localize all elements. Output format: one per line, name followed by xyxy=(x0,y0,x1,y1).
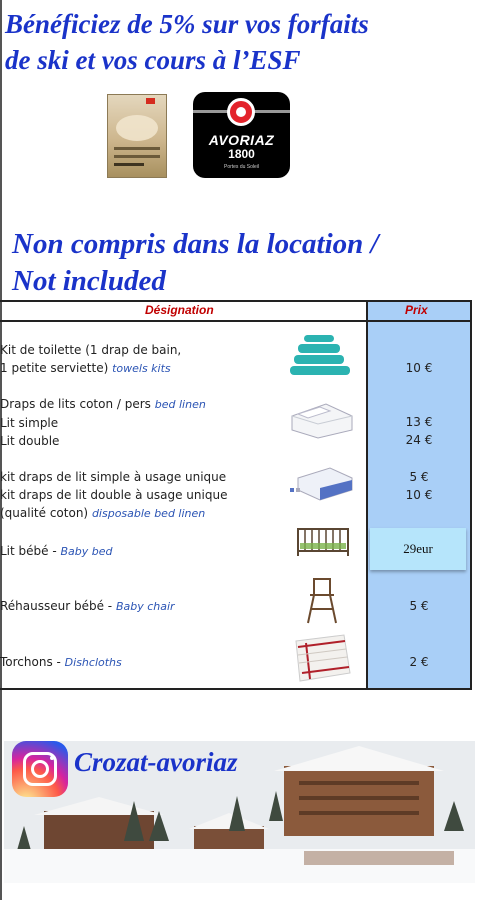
row-disposable-price-single: 5 € xyxy=(409,470,429,484)
towels-icon xyxy=(290,333,350,377)
dishcloth-icon xyxy=(292,633,352,683)
promo-headline xyxy=(5,6,475,78)
esf-brochure-image xyxy=(107,94,167,178)
row-towels-label: Kit de toilette (1 drap de bain, 1 petite serviette) towels kits xyxy=(0,343,182,375)
promo-headline-line1: Bénéficiez de 5% sur vos forfaits xyxy=(5,9,369,39)
header-price: Prix xyxy=(405,303,428,317)
row-baby-bed-price: 29eur xyxy=(370,528,466,570)
not-included-heading xyxy=(12,226,482,300)
bed-sheet-icon xyxy=(290,400,354,440)
row-bed-linen-price-double: 24 € xyxy=(405,433,433,447)
avoriaz-emblem-icon xyxy=(227,98,255,126)
avoriaz-logo xyxy=(193,92,290,178)
row-bed-linen-label: Draps de lits coton / pers bed linen Lit simple Lit double xyxy=(0,397,206,448)
row-disposable-linen-label: kit draps de lit simple à usage unique kit draps de lit double à usage unique (qualité coton) disposable bed linen xyxy=(0,470,228,520)
instagram-icon[interactable] xyxy=(12,741,68,797)
disposable-sheet-icon xyxy=(290,466,354,502)
high-chair-icon xyxy=(304,577,340,625)
logo-tagline: Portes du Soleil xyxy=(223,164,260,170)
row-towels-price: 10 € xyxy=(405,361,433,375)
instagram-handle[interactable]: Crozat-avoriaz xyxy=(74,747,238,777)
instagram-banner[interactable] xyxy=(4,741,475,883)
row-dishcloths-label: Torchons - Dishcloths xyxy=(0,655,122,669)
row-baby-bed-label: Lit bébé - Baby bed xyxy=(0,544,113,558)
row-dishcloths-price: 2 € xyxy=(409,655,429,669)
extras-price-table xyxy=(0,300,472,690)
not-included-heading-line1: Non compris dans la location / xyxy=(12,228,379,260)
promo-headline-line2: de ski et vos cours à l’ESF xyxy=(5,45,301,75)
not-included-heading-line2: Not included xyxy=(12,265,166,297)
header-designation: Désignation xyxy=(145,303,214,317)
row-baby-chair-label: Réhausseur bébé - Baby chair xyxy=(0,599,175,613)
row-disposable-price-double: 10 € xyxy=(405,488,433,502)
logo-year: 1800 xyxy=(228,147,255,161)
crib-icon xyxy=(296,525,350,557)
row-baby-chair-price: 5 € xyxy=(409,599,429,613)
row-bed-linen-price-single: 13 € xyxy=(405,415,433,429)
logo-name: AVORIAZ xyxy=(208,132,275,148)
swiss-flag-icon xyxy=(146,98,155,104)
